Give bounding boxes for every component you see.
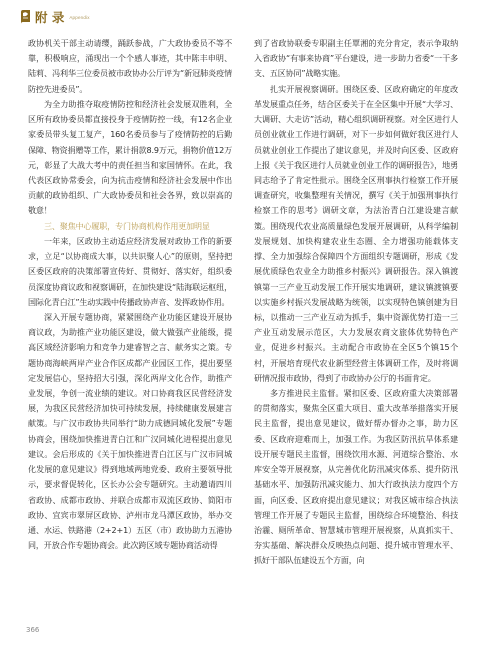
book-leaf-icon [18, 9, 32, 26]
right-column [254, 36, 458, 569]
page-number: 366 [26, 626, 40, 634]
section-heading: 三、聚焦中心履职，专门协商机构作用更加明显 [44, 221, 210, 231]
right-paragraph-2: 扎实开展视察调研。围绕区委、区政府确定的年度改革发展重点任务，结合区委关于在全区集中开展“大学习、大调研、大走访”活动，精心组织调研视察。对全区进行人员创业就业工作进行调研，对下一步如何做好我区进行人员就业创业工作提出了建议意见，并及时向区委、区政府上报《关于我区进行人员就业创业工作的调研报告》，地勇同志给予了肯定性批示。围绕全区刑事执行检察工作开展调查研究，收集整理有关情况，撰写《关于加强刑事执行检察工作的思考》调研文章，为法治青白江建设建言献策。围绕现代农业高质量绿色发展开展调研，从科学编制发展规划、加快构建农业生态圈、全力增强功能载体支撑、全力加强综合保障四个方面组织专题调研，形成《发展优质绿色农业全力助推乡村振兴》调研报告。深入镇渡镇第一三产业互动发展工作开展实地调研，建议镇渡镇要以实施乡村振兴发展战略为统领，以实现特色镇创建为目标，以推动一三产业互动为抓手，集中资源优势打造一三产业互动发展示范区，大力发展农商文旅体优势特色产业，促进乡村振兴。主动配合市政协在全区5个镇15个村，开展培育现代农业新型经营主体调研工作，及时将调研情况报市政协，得到了市政协办公厅的书面肯定。 [254, 84, 458, 383]
left-column [28, 36, 232, 553]
page-header [18, 6, 462, 28]
left-paragraph-4: 深入开展专题协商，紧紧围绕产业功能区建设开展协商议政，为助推产业功能区建设，做大做强产业能级，提高区域经济影响力和竞争力建睿智之言、献务实之策。专题协商海峡两岸产业合作区成都产业园区工作，提出要坚定发展信心，坚持招大引强，深化两岸文化合作，助推产业发展，争创一流业绩的建议。对口协商我区民营经济发展，为我区民营经济加快可持续发展，持续健康发展建言献策。与广汉市政协共同举行“助力成德同城化发展”专题协商会，围绕加快推进青白江和广汉同城化进程提出意见建议。会后形成的《关于加快推进青白江区与广汉市同城化发展的意见建议》得到地域两地党委、政府主要领导批示，要求督促转化，区长办公会专题研究。主动邀请四川省政协、成都市政协、并联合成都市双流区政协、简阳市政协、宜宾市翠屏区政协、泸州市龙马潭区政协，举办交通、水运、铁路港（2+2+1）五区（市）政协助力五港协同，开放合作专题协商会。此次跨区域专题协商活动得 [28, 312, 232, 551]
right-paragraph-3: 多方推进民主监督。紧扣区委、区政府重大决策部署的贯彻落实，聚焦全区重大项目、重大改革举措落实开展民主监督，提出意见建议，做好帮办督办之事，助力区委、区政府迎难而上，加强工作。为我区防汛抗旱体系建设开展专题民主监督，围绕饮用水源、河道综合整治、水库安全等开展视察，从完善优化防汛减灾体系、提升防汛基础水平、加强防汛减灾能力、加大行政执法力度四个方面，向区委、区政府提出意见建议；对我区城市综合执法管理工作开展了专题民主监督，围绕综合环境整治、科技治霾、厕所革命、智慧城市管理开展视察，从真抓实干、夯实基础、解决群众反映热点问题、提升城市管理水平、抓好干部队伍建设五个方面，向 [254, 389, 458, 566]
header-subtitle: Appendix [69, 14, 90, 20]
left-paragraph-1: 政协机关干部主动请缨，踊跃参战，广大政协委员不等不靠，积极响应，涌现出一个个感人事迹，其中陈丰申明、陆莉、冯利华三位委员被市政协办公厅评为“新冠肺炎疫情防控先进委员”。 [28, 39, 232, 94]
left-paragraph-2: 为全力助推夺取疫情防控和经济社会发展双胜利，全区所有政协委员都直接投身于疫情防控一线，有12名企业家委员带头复工复产，160名委员参与了疫情防控的后勤保障、物资捐赠等工作，累计捐款8.9万元，捐物价值12万元，彰显了大战大考中的责任担当和家国情怀。在此，我代表区政协常委会，向为抗击疫情和经济社会发展中作出贡献的政协组织、广大政协委员和社会各界，致以崇高的敬意！ [28, 99, 232, 216]
left-paragraph-3: 一年来，区政协主动适应经济发展对政协工作的新要求，立足“以协商成大事，以共识聚人心”的原则，坚持把区委区政府的决策部署宣传好、贯彻好、落实好，组织委员深度协商议政和视察调研，在加快建设“陆海联运枢纽，国际化青白江”生动实践中传播政协声音、发挥政协作用。 [28, 236, 232, 307]
header-title: 附 录 [35, 10, 65, 25]
right-paragraph-1: 到了省政协联委专职副主任覃湘的充分肯定，表示争取纳入省政协“有事来协商”平台建设，进一步助力省委“一干多支、五区协同”战略实施。 [254, 39, 458, 79]
